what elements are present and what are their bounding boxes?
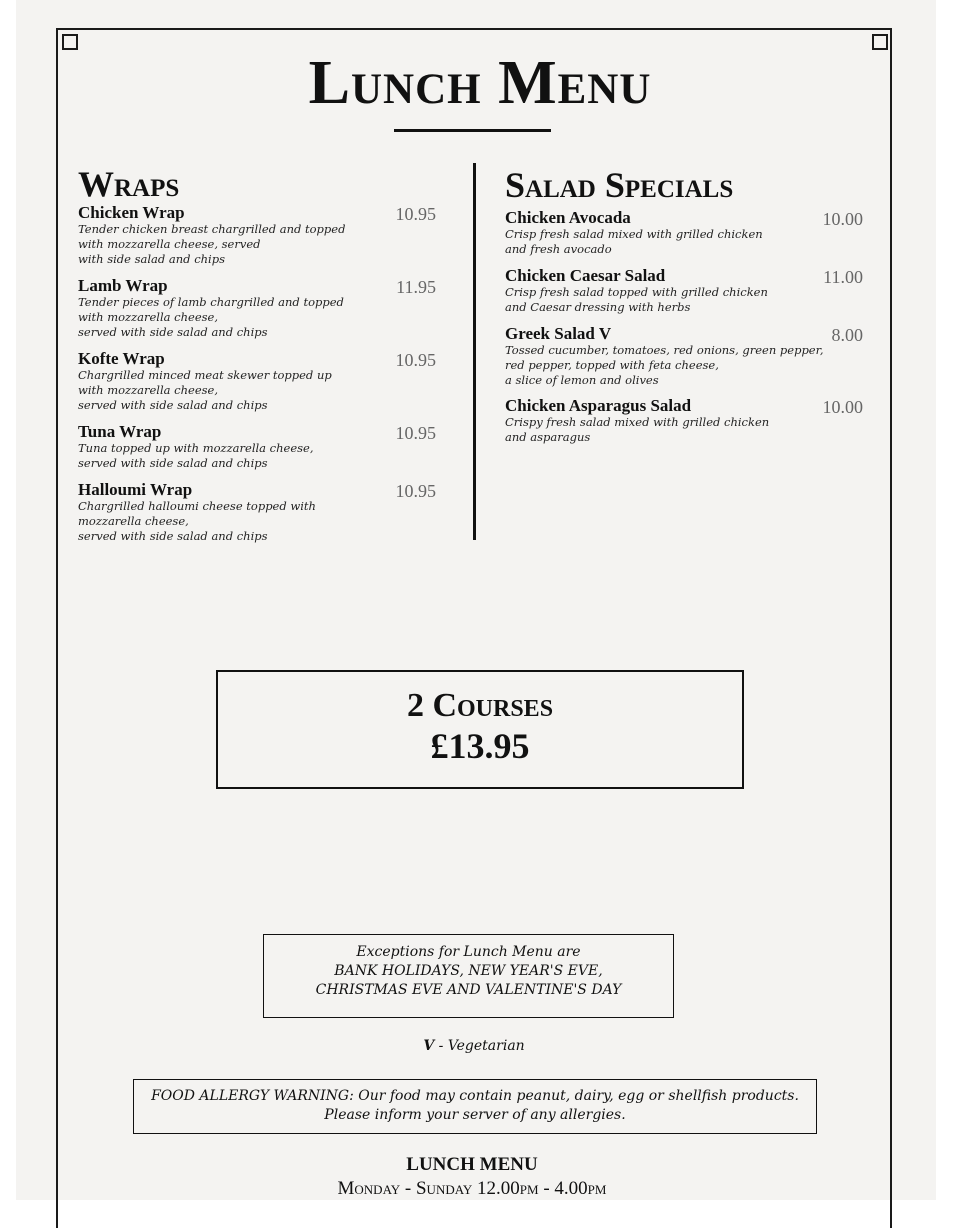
item-price: 10.00 [822, 397, 863, 417]
item-name: Chicken Avocada [505, 208, 631, 227]
allergy-line: FOOD ALLERGY WARNING: Our food may contain peanut, dairy, egg or shellfish products. [151, 1088, 799, 1104]
menu-item-lamb-wrap [78, 277, 438, 340]
item-description: Tender chicken breast chargrilled and topped with mozzarella cheese, served with side salad and chips [78, 222, 346, 266]
menu-item-chicken-avocada [505, 209, 865, 257]
menu-item-chicken-wrap [78, 204, 438, 267]
item-description: Crispy fresh salad mixed with grilled chicken and asparagus [505, 415, 770, 444]
exceptions-line: BANK HOLIDAYS, NEW YEAR'S EVE, [334, 963, 603, 979]
item-description: Chargrilled minced meat skewer topped up with mozzarella cheese, served with side salad and chips [78, 368, 332, 412]
item-price: 10.95 [395, 423, 436, 443]
vegetarian-symbol: V [423, 1038, 435, 1054]
menu-item-kofte-wrap [78, 350, 438, 413]
menu-item-tuna-wrap [78, 423, 438, 471]
menu-item-greek-salad [505, 325, 865, 388]
courses-price: £13.95 [430, 726, 530, 766]
vegetarian-key [0, 1038, 948, 1054]
item-price: 8.00 [831, 325, 863, 345]
item-description: Chargrilled halloumi cheese topped with mozzarella cheese, served with side salad and chips [78, 499, 316, 543]
item-description: Crisp fresh salad topped with grilled chicken and Caesar dressing with herbs [505, 285, 768, 314]
menu-item-chicken-caesar-salad [505, 267, 865, 315]
vegetarian-label: - Vegetarian [434, 1038, 525, 1054]
column-divider [473, 163, 476, 540]
wraps-heading: Wraps [78, 164, 180, 204]
item-price: 11.95 [396, 277, 436, 297]
salad-specials-heading: Salad Specials [505, 165, 734, 205]
item-name: Chicken Asparagus Salad [505, 396, 692, 415]
exceptions-notice [263, 934, 674, 1018]
item-description: Tossed cucumber, tomatoes, red onions, green pepper, red pepper, topped with feta cheese, a slice of lemon and olives [505, 343, 824, 387]
item-price: 11.00 [823, 267, 863, 287]
allergy-line: Please inform your server of any allergies. [324, 1107, 626, 1123]
item-description: Tuna topped up with mozzarella cheese, served with side salad and chips [78, 441, 314, 470]
item-description: Crisp fresh salad mixed with grilled chicken and fresh avocado [505, 227, 763, 256]
two-courses-offer [216, 670, 744, 789]
item-name: Tuna Wrap [78, 422, 162, 441]
item-name: Halloumi Wrap [78, 480, 193, 499]
page-title: Lunch Menu [308, 49, 652, 117]
title-underline [394, 129, 551, 132]
menu-item-halloumi-wrap [78, 481, 438, 544]
allergy-warning [133, 1079, 817, 1134]
item-price: 10.95 [395, 204, 436, 224]
exceptions-line: CHRISTMAS EVE AND VALENTINE'S DAY [315, 982, 622, 998]
opening-hours: Monday - Sunday 12.00pm - 4.00pm [337, 1178, 607, 1199]
menu-item-chicken-asparagus-salad [505, 397, 865, 445]
item-name: Chicken Caesar Salad [505, 266, 666, 285]
item-price: 10.95 [395, 350, 436, 370]
exceptions-line: Exceptions for Lunch Menu are [356, 944, 581, 960]
hours-title: LUNCH MENU [406, 1154, 538, 1175]
item-name: Kofte Wrap [78, 349, 165, 368]
item-price: 10.00 [822, 209, 863, 229]
item-description: Tender pieces of lamb chargrilled and topped with mozzarella cheese, served with side salad and chips [78, 295, 344, 339]
item-name: Lamb Wrap [78, 276, 168, 295]
item-name: Chicken Wrap [78, 203, 185, 222]
item-name: Greek Salad V [505, 324, 612, 343]
item-price: 10.95 [395, 481, 436, 501]
courses-title: 2 Courses [406, 687, 554, 724]
